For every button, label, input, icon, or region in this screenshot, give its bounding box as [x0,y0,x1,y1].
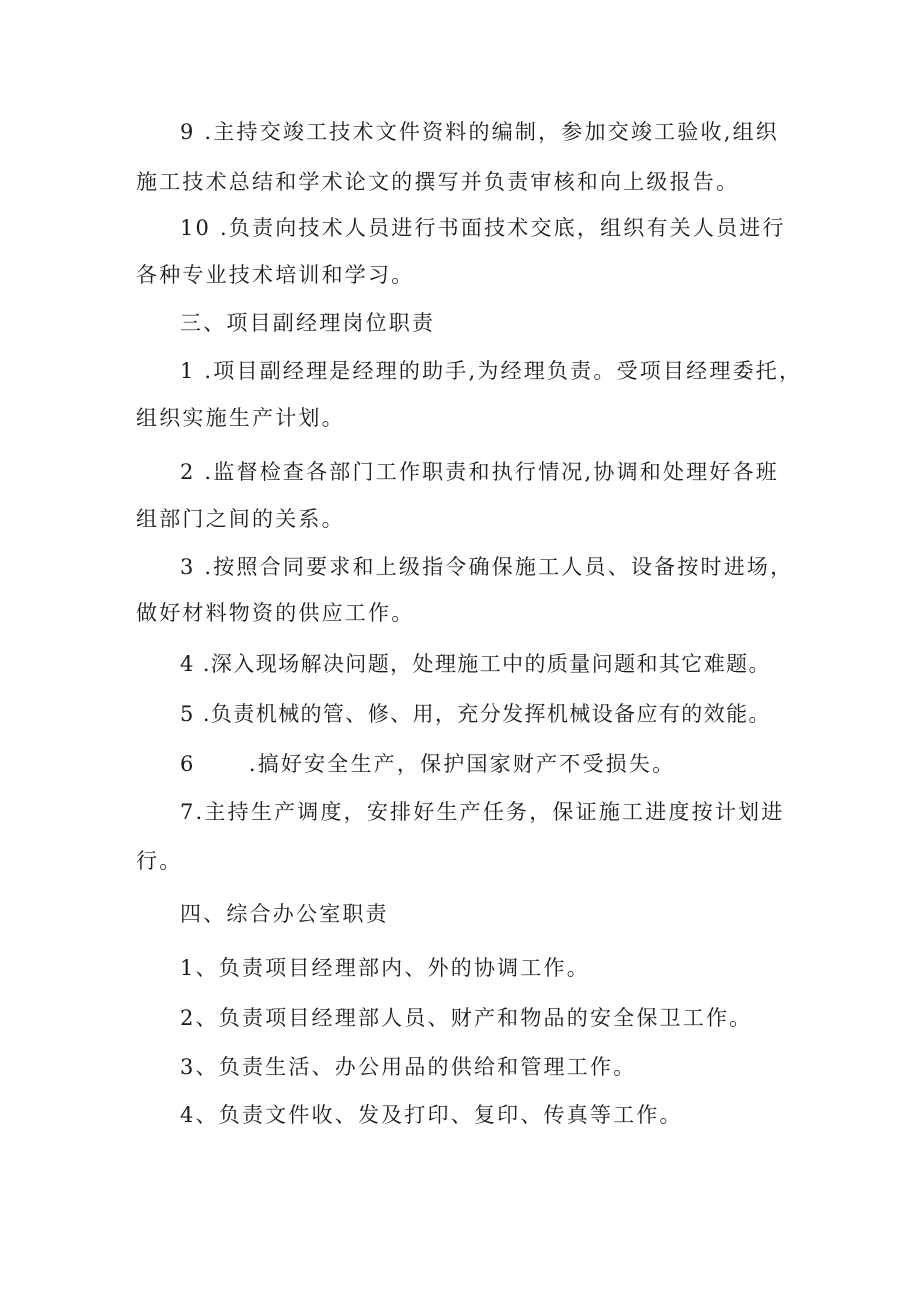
text-line: 6 .搞好安全生产，保护国家财产不受损失。 [180,752,676,776]
text-line: 行。 [136,849,183,873]
text-line: 施工技术总结和学术论文的撰写并负责审核和向上级报告。 [136,170,740,194]
text-line: 组部门之间的关系。 [136,507,345,531]
text-line: 4、负责文件收、发及打印、复印、传真等工作。 [180,1103,683,1127]
text-line: 9 .主持交竣工技术文件资料的编制，参加交竣工验收,组织 [180,120,779,144]
text-line: 2 .监督检查各部门工作职责和执行情况,协调和处理好各班 [180,460,779,484]
text-line: 做好材料物资的供应工作。 [136,601,415,625]
text-line: 1、负责项目经理部内、外的协调工作。 [180,956,590,980]
text-line: 7.主持生产调度，安排好生产任务，保证施工进度按计划进 [180,800,785,824]
text-line: 10 .负责向技术人员进行书面技术交底，组织有关人员进行 [180,216,786,240]
text-line: 1 .项目副经理是经理的助手,为经理负责。受项目经理委托， [180,359,803,383]
text-line: 各种专业技术培训和学习。 [136,263,415,287]
text-line: 3、负责生活、办公用品的供给和管理工作。 [180,1055,637,1079]
section-heading: 四、综合办公室职责 [180,902,389,926]
text-line: 2、负责项目经理部人员、财产和物品的安全保卫工作。 [180,1006,753,1030]
text-line: 4 .深入现场解决问题，处理施工中的质量问题和其它难题。 [180,652,771,676]
section-heading: 三、项目副经理岗位职责 [180,311,436,335]
text-line: 3 .按照合同要求和上级指令确保施工人员、设备按时进场， [180,555,794,579]
text-line: 组织实施生产计划。 [136,406,345,430]
text-line: 5 .负责机械的管、修、用，充分发挥机械设备应有的效能。 [180,702,771,726]
